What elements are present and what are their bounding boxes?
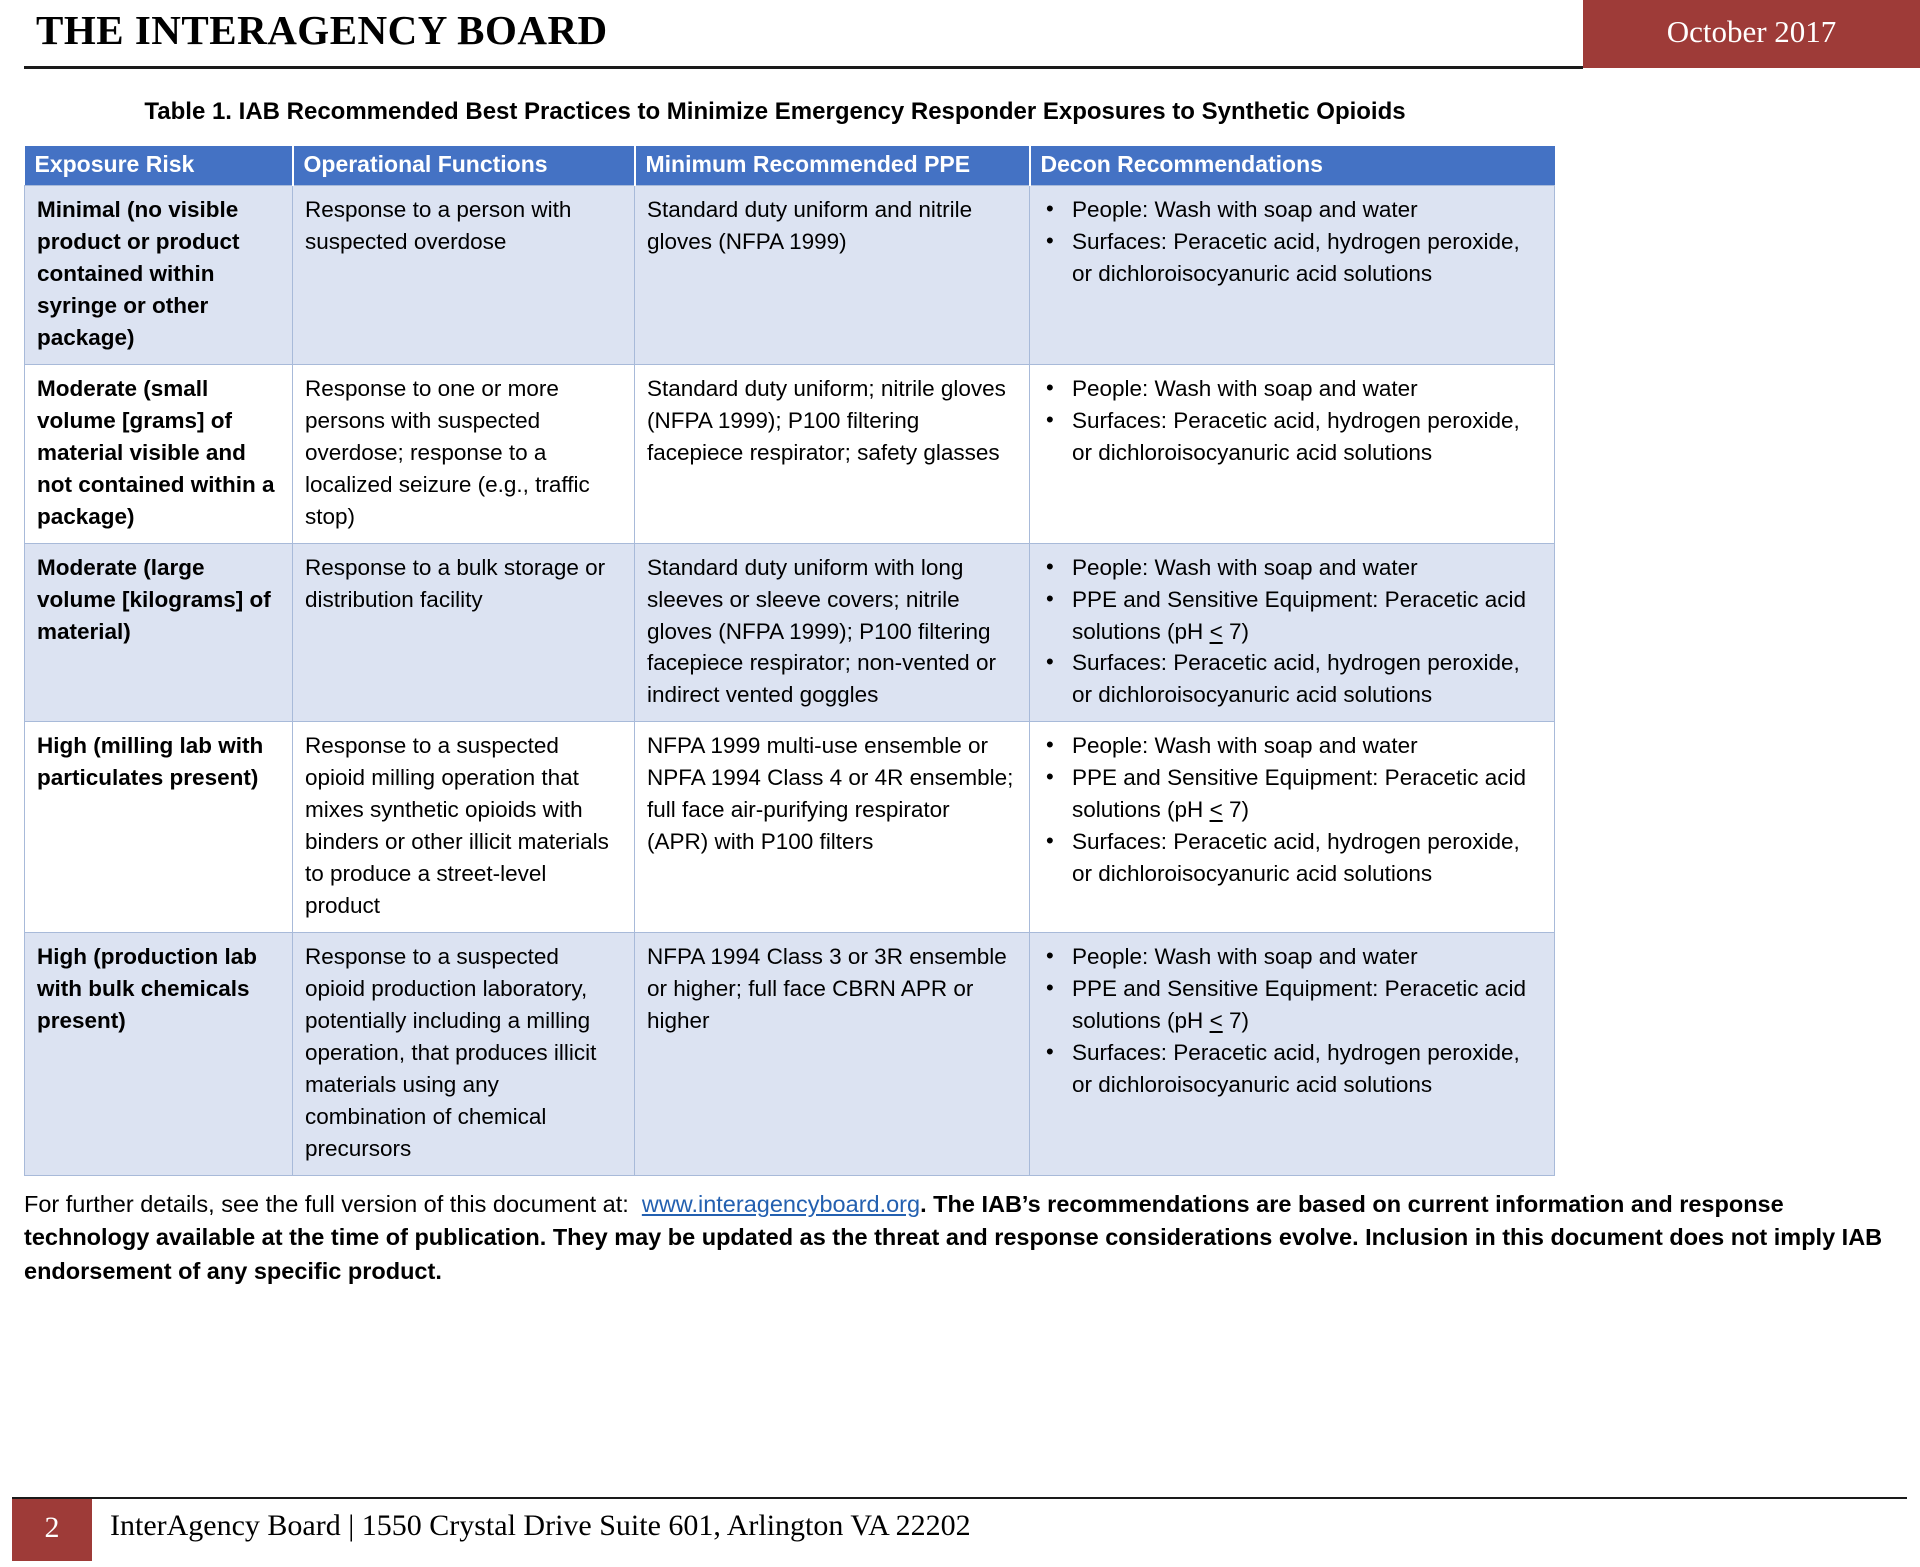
list-item: • Surfaces: Peracetic acid, hydrogen peroxide, or dichloroisocyanuric acid solutions [1072, 826, 1542, 890]
footnote-lead-text: For further details, see the full version of this document at: [24, 1190, 629, 1217]
footer-divider-rule [12, 1497, 1907, 1499]
list-item: • People: Wash with soap and water [1072, 730, 1542, 762]
cell-decon-recommendations [1030, 722, 1555, 933]
list-item: • PPE and Sensitive Equipment: Peracetic acid solutions (pH < 7) [1072, 584, 1542, 648]
cell-decon-recommendations [1030, 932, 1555, 1175]
page-number: 2 [44, 1511, 60, 1544]
table-header-row [25, 146, 1555, 186]
organization-title: THE INTERAGENCY BOARD [36, 7, 608, 53]
footnote-paragraph [0, 1188, 1920, 1289]
cell-minimum-ppe: Standard duty uniform with long sleeves or sleeve covers; nitrile gloves (NFPA 1999); P100 filtering facepiece respirator; non-vented or indirect vented goggles [635, 543, 1030, 722]
cell-decon-recommendations [1030, 364, 1555, 543]
table-row [25, 932, 1555, 1175]
table-row [25, 186, 1555, 365]
header-divider-rule [24, 66, 1583, 69]
page-number-badge [12, 1499, 92, 1561]
cell-exposure-risk: Moderate (large volume [kilograms] of material) [25, 543, 293, 722]
cell-exposure-risk: High (production lab with bulk chemicals present) [25, 932, 293, 1175]
cell-exposure-risk: Minimal (no visible product or product contained within syringe or other package) [25, 186, 293, 365]
cell-operational-functions: Response to a bulk storage or distribution facility [293, 543, 635, 722]
date-banner [1583, 0, 1920, 68]
list-item: • Surfaces: Peracetic acid, hydrogen peroxide, or dichloroisocyanuric acid solutions [1072, 647, 1542, 711]
table-row [25, 543, 1555, 722]
less-than-or-equal-symbol: < [1209, 1007, 1223, 1033]
list-item: • Surfaces: Peracetic acid, hydrogen peroxide, or dichloroisocyanuric acid solutions [1072, 226, 1542, 290]
table-caption: Table 1. IAB Recommended Best Practices to Minimize Emergency Responder Exposures to Synthetic Opioids [144, 98, 1406, 125]
column-header-minimum-recommended-ppe: Minimum Recommended PPE [635, 146, 1030, 186]
publication-date: October 2017 [1666, 14, 1837, 49]
decon-bullet-list [1042, 552, 1542, 712]
decon-bullet-list [1042, 194, 1542, 290]
list-item: • PPE and Sensitive Equipment: Peracetic acid solutions (pH < 7) [1072, 973, 1542, 1037]
table-row [25, 722, 1555, 933]
cell-exposure-risk: Moderate (small volume [grams] of material visible and not contained within a package) [25, 364, 293, 543]
cell-operational-functions: Response to a suspected opioid milling operation that mixes synthetic opioids with binders or other illicit materials to produce a street-level product [293, 722, 635, 933]
page-header [0, 0, 1920, 72]
cell-decon-recommendations [1030, 186, 1555, 365]
cell-minimum-ppe: Standard duty uniform; nitrile gloves (NFPA 1999); P100 filtering facepiece respirator; safety glasses [635, 364, 1030, 543]
cell-minimum-ppe: NFPA 1999 multi-use ensemble or NPFA 1994 Class 4 or 4R ensemble; full face air-purifying respirator (APR) with P100 filters [635, 722, 1030, 933]
column-header-exposure-risk: Exposure Risk [25, 146, 293, 186]
cell-operational-functions: Response to a suspected opioid production laboratory, potentially including a milling operation, that produces illicit materials using any combination of chemical precursors [293, 932, 635, 1175]
table-container [0, 146, 1920, 1176]
cell-minimum-ppe: NFPA 1994 Class 3 or 3R ensemble or higher; full face CBRN APR or higher [635, 932, 1030, 1175]
list-item: • Surfaces: Peracetic acid, hydrogen peroxide, or dichloroisocyanuric acid solutions [1072, 1037, 1542, 1101]
cell-exposure-risk: High (milling lab with particulates present) [25, 722, 293, 933]
cell-operational-functions: Response to one or more persons with suspected overdose; response to a localized seizure (e.g., traffic stop) [293, 364, 635, 543]
column-header-decon-recommendations: Decon Recommendations [1030, 146, 1555, 186]
less-than-or-equal-symbol: < [1209, 797, 1223, 823]
list-item: • People: Wash with soap and water [1072, 552, 1542, 584]
list-item: • PPE and Sensitive Equipment: Peracetic acid solutions (pH < 7) [1072, 762, 1542, 826]
list-item: • Surfaces: Peracetic acid, hydrogen peroxide, or dichloroisocyanuric acid solutions [1072, 405, 1542, 469]
decon-bullet-list [1042, 730, 1542, 890]
column-header-operational-functions: Operational Functions [293, 146, 635, 186]
table-row [25, 364, 1555, 543]
cell-decon-recommendations [1030, 543, 1555, 722]
interagencyboard-link[interactable]: www.interagencyboard.org [641, 1190, 921, 1217]
less-than-or-equal-symbol: < [1209, 618, 1223, 644]
best-practices-table [24, 146, 1555, 1176]
list-item: • People: Wash with soap and water [1072, 373, 1542, 405]
page-footer [0, 1497, 1920, 1567]
footer-address: InterAgency Board | 1550 Crystal Drive Suite 601, Arlington VA 22202 [110, 1509, 971, 1542]
cell-minimum-ppe: Standard duty uniform and nitrile gloves (NFPA 1999) [635, 186, 1030, 365]
list-item: • People: Wash with soap and water [1072, 941, 1542, 973]
decon-bullet-list [1042, 373, 1542, 469]
cell-operational-functions: Response to a person with suspected overdose [293, 186, 635, 365]
footnote-rest-text: . The IAB’s recommendations are based on current information and response technology available at the time of publication. They may be updated as the threat and response considerations evolve. Inclusion in this document does not imply IAB endorsement of any specific product. [24, 1190, 1883, 1285]
decon-bullet-list [1042, 941, 1542, 1101]
list-item: • People: Wash with soap and water [1072, 194, 1542, 226]
